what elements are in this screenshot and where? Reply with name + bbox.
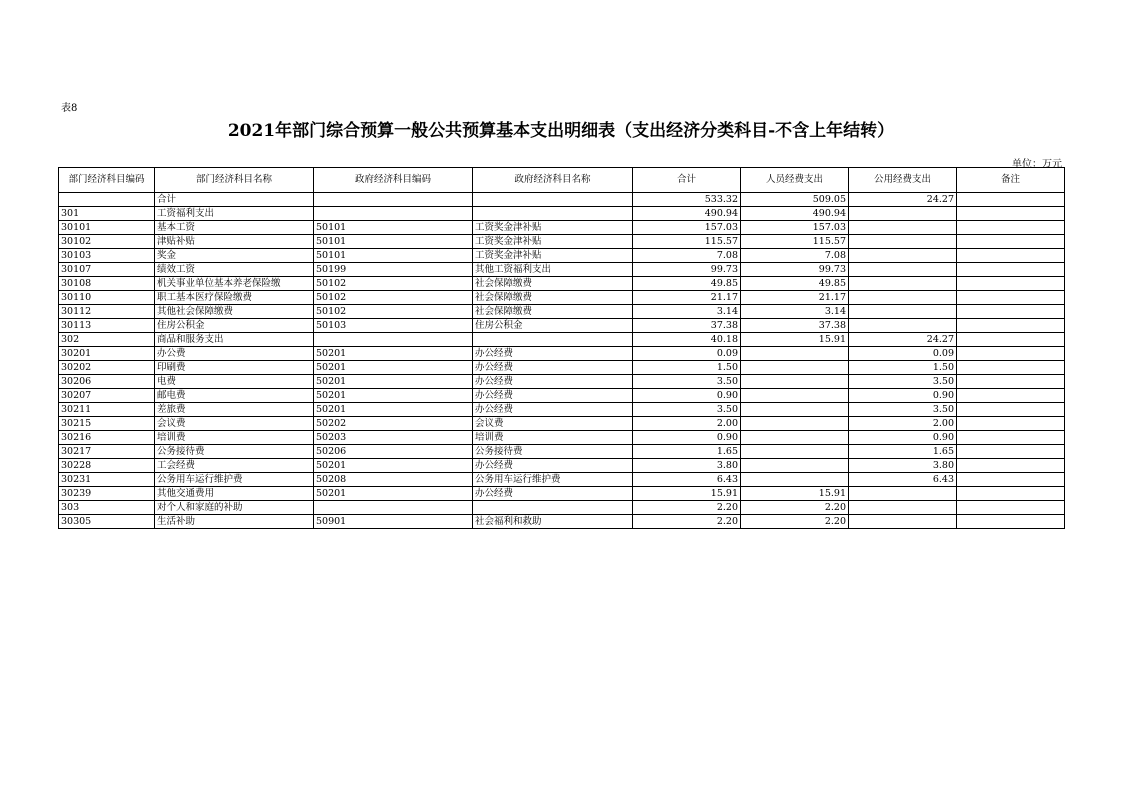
table-row	[59, 389, 1065, 403]
public-cell: 0.90	[849, 389, 957, 403]
personnel-cell	[741, 403, 849, 417]
note-cell	[957, 361, 1065, 375]
gov-code-cell	[314, 333, 473, 347]
table-row	[59, 361, 1065, 375]
total-cell: 0.90	[633, 389, 741, 403]
personnel-cell	[741, 431, 849, 445]
col-header-public: 公用经费支出	[849, 168, 957, 193]
gov-code-cell: 50206	[314, 445, 473, 459]
dept-name-cell: 公务接待费	[155, 445, 314, 459]
dept-code-cell: 30305	[59, 515, 155, 529]
gov-code-cell: 50202	[314, 417, 473, 431]
total-cell: 1.50	[633, 361, 741, 375]
table-row	[59, 501, 1065, 515]
public-cell	[849, 501, 957, 515]
dept-name-cell: 奖金	[155, 249, 314, 263]
table-header-row	[59, 168, 1065, 193]
dept-code-cell: 302	[59, 333, 155, 347]
gov-name-cell: 办公经费	[473, 347, 633, 361]
gov-name-cell	[473, 501, 633, 515]
gov-code-cell: 50201	[314, 361, 473, 375]
gov-name-cell: 公务接待费	[473, 445, 633, 459]
dept-code-cell: 30101	[59, 221, 155, 235]
public-cell: 3.50	[849, 403, 957, 417]
personnel-cell: 49.85	[741, 277, 849, 291]
note-cell	[957, 193, 1065, 207]
table-row	[59, 445, 1065, 459]
total-cell: 0.90	[633, 431, 741, 445]
total-cell: 40.18	[633, 333, 741, 347]
table-row	[59, 431, 1065, 445]
gov-name-cell: 公务用车运行维护费	[473, 473, 633, 487]
personnel-cell	[741, 473, 849, 487]
col-header-total: 合计	[633, 168, 741, 193]
dept-code-cell: 30108	[59, 277, 155, 291]
dept-name-cell: 工会经费	[155, 459, 314, 473]
dept-code-cell: 30107	[59, 263, 155, 277]
dept-code-cell: 30202	[59, 361, 155, 375]
gov-code-cell: 50102	[314, 291, 473, 305]
dept-name-cell: 合计	[155, 193, 314, 207]
gov-name-cell: 工资奖金津补贴	[473, 235, 633, 249]
total-cell: 490.94	[633, 207, 741, 221]
public-cell: 1.65	[849, 445, 957, 459]
budget-table	[58, 167, 1065, 529]
col-header-gov-name: 政府经济科目名称	[473, 168, 633, 193]
dept-name-cell: 电费	[155, 375, 314, 389]
gov-name-cell: 工资奖金津补贴	[473, 249, 633, 263]
total-cell: 3.50	[633, 375, 741, 389]
gov-code-cell	[314, 193, 473, 207]
personnel-cell: 99.73	[741, 263, 849, 277]
public-cell: 24.27	[849, 193, 957, 207]
table-row	[59, 515, 1065, 529]
public-cell	[849, 487, 957, 501]
personnel-cell	[741, 389, 849, 403]
gov-name-cell: 社会保障缴费	[473, 305, 633, 319]
gov-name-cell: 社会福利和救助	[473, 515, 633, 529]
gov-code-cell: 50201	[314, 389, 473, 403]
public-cell: 1.50	[849, 361, 957, 375]
note-cell	[957, 375, 1065, 389]
table-row	[59, 235, 1065, 249]
gov-code-cell: 50201	[314, 403, 473, 417]
table-number: 表8	[61, 103, 78, 114]
public-cell	[849, 221, 957, 235]
personnel-cell	[741, 417, 849, 431]
dept-code-cell: 30113	[59, 319, 155, 333]
gov-code-cell: 50208	[314, 473, 473, 487]
dept-name-cell: 其他社会保障缴费	[155, 305, 314, 319]
personnel-cell	[741, 361, 849, 375]
table-row	[59, 403, 1065, 417]
note-cell	[957, 487, 1065, 501]
dept-name-cell: 印刷费	[155, 361, 314, 375]
gov-name-cell: 社会保障缴费	[473, 291, 633, 305]
note-cell	[957, 473, 1065, 487]
total-cell: 533.32	[633, 193, 741, 207]
col-header-dept-name: 部门经济科目名称	[155, 168, 314, 193]
col-header-gov-code: 政府经济科目编码	[314, 168, 473, 193]
table-row	[59, 319, 1065, 333]
dept-code-cell: 303	[59, 501, 155, 515]
dept-name-cell: 培训费	[155, 431, 314, 445]
gov-name-cell: 办公经费	[473, 389, 633, 403]
total-cell: 2.20	[633, 501, 741, 515]
note-cell	[957, 263, 1065, 277]
gov-code-cell: 50101	[314, 221, 473, 235]
note-cell	[957, 235, 1065, 249]
dept-code-cell: 30207	[59, 389, 155, 403]
public-cell: 0.90	[849, 431, 957, 445]
public-cell	[849, 263, 957, 277]
note-cell	[957, 515, 1065, 529]
dept-name-cell: 办公费	[155, 347, 314, 361]
note-cell	[957, 445, 1065, 459]
personnel-cell	[741, 459, 849, 473]
dept-code-cell: 30215	[59, 417, 155, 431]
total-cell: 15.91	[633, 487, 741, 501]
gov-name-cell: 其他工资福利支出	[473, 263, 633, 277]
gov-name-cell	[473, 333, 633, 347]
personnel-cell: 509.05	[741, 193, 849, 207]
total-cell: 2.20	[633, 515, 741, 529]
note-cell	[957, 249, 1065, 263]
total-cell: 21.17	[633, 291, 741, 305]
personnel-cell	[741, 375, 849, 389]
public-cell	[849, 207, 957, 221]
table-row	[59, 277, 1065, 291]
dept-name-cell: 对个人和家庭的补助	[155, 501, 314, 515]
table-row	[59, 347, 1065, 361]
note-cell	[957, 221, 1065, 235]
total-cell: 3.80	[633, 459, 741, 473]
col-header-dept-code: 部门经济科目编码	[59, 168, 155, 193]
dept-name-cell: 商品和服务支出	[155, 333, 314, 347]
table-row	[59, 417, 1065, 431]
total-cell: 0.09	[633, 347, 741, 361]
total-cell: 3.14	[633, 305, 741, 319]
personnel-cell: 7.08	[741, 249, 849, 263]
gov-code-cell: 50102	[314, 305, 473, 319]
table-body	[59, 193, 1065, 529]
dept-name-cell: 机关事业单位基本养老保险缴	[155, 277, 314, 291]
personnel-cell: 21.17	[741, 291, 849, 305]
public-cell: 3.50	[849, 375, 957, 389]
total-cell: 99.73	[633, 263, 741, 277]
note-cell	[957, 305, 1065, 319]
gov-name-cell: 社会保障缴费	[473, 277, 633, 291]
personnel-cell: 490.94	[741, 207, 849, 221]
public-cell	[849, 305, 957, 319]
gov-name-cell: 住房公积金	[473, 319, 633, 333]
dept-code-cell: 30112	[59, 305, 155, 319]
public-cell: 2.00	[849, 417, 957, 431]
total-cell: 7.08	[633, 249, 741, 263]
public-cell	[849, 235, 957, 249]
note-cell	[957, 347, 1065, 361]
dept-code-cell: 30110	[59, 291, 155, 305]
gov-code-cell: 50102	[314, 277, 473, 291]
personnel-cell: 2.20	[741, 515, 849, 529]
unit-label: 单位：万元	[1012, 159, 1062, 170]
note-cell	[957, 277, 1065, 291]
dept-name-cell: 住房公积金	[155, 319, 314, 333]
table-row	[59, 207, 1065, 221]
personnel-cell: 115.57	[741, 235, 849, 249]
public-cell: 3.80	[849, 459, 957, 473]
gov-name-cell	[473, 207, 633, 221]
gov-code-cell: 50101	[314, 249, 473, 263]
gov-code-cell: 50201	[314, 487, 473, 501]
personnel-cell: 3.14	[741, 305, 849, 319]
dept-code-cell: 30228	[59, 459, 155, 473]
dept-name-cell: 差旅费	[155, 403, 314, 417]
gov-code-cell: 50199	[314, 263, 473, 277]
public-cell	[849, 277, 957, 291]
table-row	[59, 305, 1065, 319]
note-cell	[957, 431, 1065, 445]
dept-name-cell: 职工基本医疗保险缴费	[155, 291, 314, 305]
dept-name-cell: 会议费	[155, 417, 314, 431]
dept-code-cell: 30216	[59, 431, 155, 445]
gov-code-cell: 50901	[314, 515, 473, 529]
dept-code-cell: 30217	[59, 445, 155, 459]
dept-code-cell: 30211	[59, 403, 155, 417]
note-cell	[957, 319, 1065, 333]
personnel-cell: 15.91	[741, 333, 849, 347]
public-cell: 24.27	[849, 333, 957, 347]
personnel-cell: 37.38	[741, 319, 849, 333]
table-row	[59, 487, 1065, 501]
total-cell: 37.38	[633, 319, 741, 333]
gov-name-cell: 会议费	[473, 417, 633, 431]
note-cell	[957, 291, 1065, 305]
dept-name-cell: 基本工资	[155, 221, 314, 235]
table-row	[59, 221, 1065, 235]
public-cell: 0.09	[849, 347, 957, 361]
gov-name-cell: 办公经费	[473, 361, 633, 375]
gov-name-cell: 办公经费	[473, 487, 633, 501]
table-row	[59, 333, 1065, 347]
dept-name-cell: 津贴补贴	[155, 235, 314, 249]
personnel-cell: 2.20	[741, 501, 849, 515]
gov-code-cell	[314, 207, 473, 221]
public-cell	[849, 291, 957, 305]
note-cell	[957, 389, 1065, 403]
public-cell: 6.43	[849, 473, 957, 487]
note-cell	[957, 207, 1065, 221]
table-row	[59, 193, 1065, 207]
dept-code-cell: 30239	[59, 487, 155, 501]
gov-code-cell: 50103	[314, 319, 473, 333]
total-cell: 2.00	[633, 417, 741, 431]
dept-code-cell: 301	[59, 207, 155, 221]
dept-name-cell: 其他交通费用	[155, 487, 314, 501]
note-cell	[957, 459, 1065, 473]
gov-code-cell: 50201	[314, 459, 473, 473]
personnel-cell	[741, 347, 849, 361]
dept-name-cell: 工资福利支出	[155, 207, 314, 221]
gov-code-cell	[314, 501, 473, 515]
public-cell	[849, 249, 957, 263]
total-cell: 6.43	[633, 473, 741, 487]
col-header-note: 备注	[957, 168, 1065, 193]
dept-code-cell: 30201	[59, 347, 155, 361]
gov-code-cell: 50203	[314, 431, 473, 445]
dept-code-cell: 30103	[59, 249, 155, 263]
gov-name-cell	[473, 193, 633, 207]
public-cell	[849, 515, 957, 529]
dept-code-cell: 30206	[59, 375, 155, 389]
gov-name-cell: 办公经费	[473, 459, 633, 473]
table-row	[59, 249, 1065, 263]
gov-code-cell: 50201	[314, 347, 473, 361]
col-header-personnel: 人员经费支出	[741, 168, 849, 193]
personnel-cell: 157.03	[741, 221, 849, 235]
table-row	[59, 459, 1065, 473]
gov-name-cell: 办公经费	[473, 403, 633, 417]
dept-code-cell: 30102	[59, 235, 155, 249]
gov-name-cell: 工资奖金津补贴	[473, 221, 633, 235]
total-cell: 49.85	[633, 277, 741, 291]
personnel-cell: 15.91	[741, 487, 849, 501]
dept-name-cell: 邮电费	[155, 389, 314, 403]
personnel-cell	[741, 445, 849, 459]
gov-code-cell: 50101	[314, 235, 473, 249]
dept-name-cell: 绩效工资	[155, 263, 314, 277]
note-cell	[957, 333, 1065, 347]
gov-code-cell: 50201	[314, 375, 473, 389]
total-cell: 157.03	[633, 221, 741, 235]
table-row	[59, 291, 1065, 305]
note-cell	[957, 501, 1065, 515]
page-title: 2021年部门综合预算一般公共预算基本支出明细表（支出经济分类科目-不含上年结转）	[227, 121, 895, 141]
note-cell	[957, 417, 1065, 431]
table-row	[59, 473, 1065, 487]
total-cell: 1.65	[633, 445, 741, 459]
gov-name-cell: 办公经费	[473, 375, 633, 389]
dept-code-cell: 30231	[59, 473, 155, 487]
total-cell: 3.50	[633, 403, 741, 417]
table-row	[59, 263, 1065, 277]
table-row	[59, 375, 1065, 389]
public-cell	[849, 319, 957, 333]
dept-code-cell	[59, 193, 155, 207]
dept-name-cell: 公务用车运行维护费	[155, 473, 314, 487]
total-cell: 115.57	[633, 235, 741, 249]
note-cell	[957, 403, 1065, 417]
dept-name-cell: 生活补助	[155, 515, 314, 529]
gov-name-cell: 培训费	[473, 431, 633, 445]
